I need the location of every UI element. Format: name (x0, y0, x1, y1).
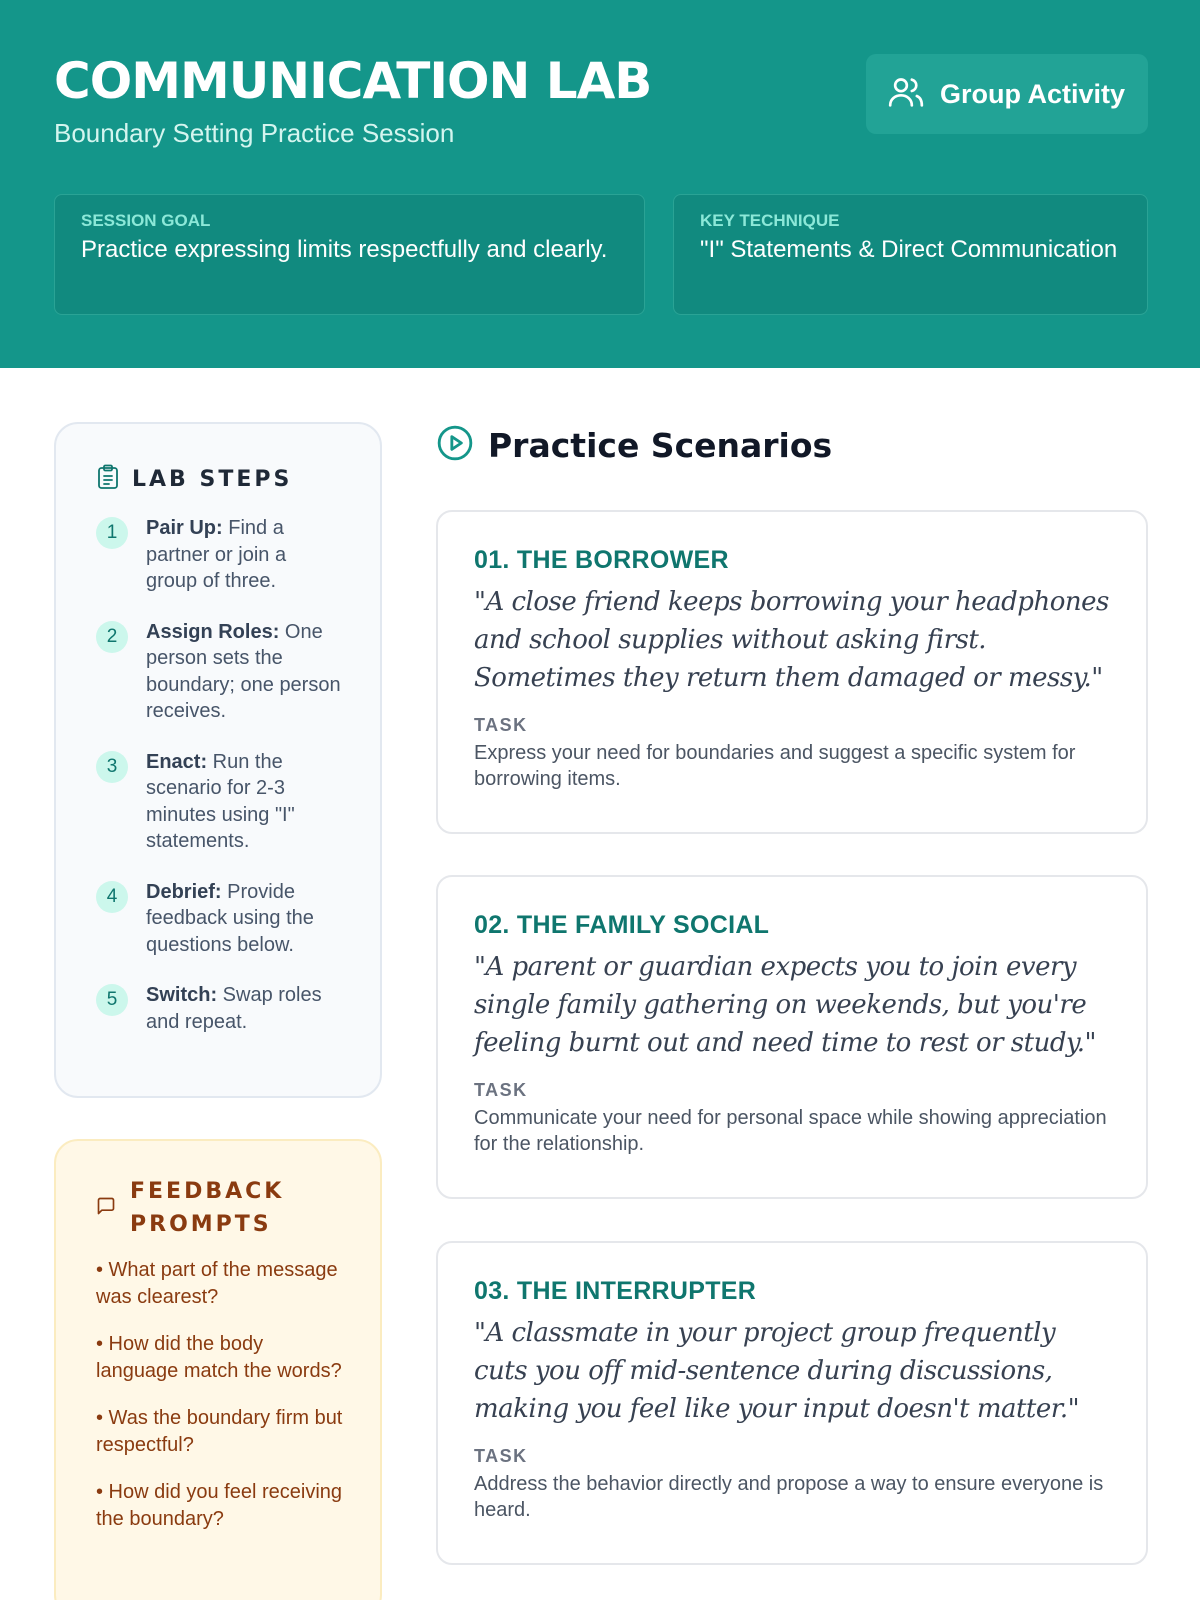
step-title: Assign Roles: (146, 620, 280, 643)
users-icon (886, 72, 926, 117)
step-number: 4 (96, 881, 128, 913)
feedback-prompts-panel (54, 1139, 382, 1600)
step-item (96, 879, 342, 959)
step-title: Enact: (146, 750, 208, 773)
header-banner (0, 0, 1200, 368)
task-label: TASK (474, 1446, 528, 1466)
scenario-title: 03. THE INTERRUPTER (474, 1277, 757, 1305)
lab-steps-panel (54, 422, 382, 1098)
practice-scenarios-header (436, 424, 832, 467)
feedback-heading: FEEDBACK PROMPTS (130, 1179, 285, 1237)
message-square-icon (96, 1196, 116, 1221)
group-activity-label: Group Activity (940, 78, 1126, 109)
scenario-quote: "A parent or guardian expects you to join every single family gathering on weekends, but you're feeling burnt out and need time to rest or study." (474, 952, 1096, 1058)
scenario-title: 01. THE BORROWER (474, 546, 729, 574)
page-subtitle: Boundary Setting Practice Session (54, 118, 455, 148)
step-text: One person sets the boundary; one person receives. (146, 620, 341, 722)
scenario-card (436, 1241, 1148, 1565)
session-goal-card (54, 194, 645, 315)
feedback-prompt: • How did the body language match the words? (96, 1333, 342, 1382)
step-number: 2 (96, 621, 128, 653)
feedback-prompt: • What part of the message was clearest? (96, 1259, 338, 1308)
key-technique-card (673, 194, 1148, 315)
session-goal-value: Practice expressing limits respectfully and clearly. (81, 236, 608, 263)
step-number: 1 (96, 517, 128, 549)
task-label: TASK (474, 715, 528, 735)
group-activity-badge (866, 54, 1148, 134)
play-circle-icon (436, 424, 474, 467)
feedback-prompt: • Was the boundary firm but respectful? (96, 1407, 343, 1456)
task-label: TASK (474, 1080, 528, 1100)
step-item (96, 515, 342, 595)
step-text: Provide feedback using the questions below. (146, 880, 314, 956)
key-technique-label: KEY TECHNIQUE (700, 211, 840, 230)
step-text: Find a partner or join a group of three. (146, 517, 287, 592)
feedback-prompt: • How did you feel receiving the boundary? (96, 1481, 343, 1530)
clipboard-icon (96, 464, 120, 495)
practice-scenarios-title: Practice Scenarios (488, 426, 833, 465)
step-number: 3 (96, 751, 128, 783)
scenario-quote: "A close friend keeps borrowing your headphones and school supplies without asking first. Sometimes they return them damaged or messy." (474, 587, 1109, 693)
step-item (96, 749, 342, 855)
lab-steps-heading: LAB STEPS (132, 467, 293, 492)
step-item (96, 619, 342, 725)
scenario-card (436, 875, 1148, 1199)
step-item (96, 982, 342, 1035)
step-title: Switch: (146, 984, 218, 1006)
step-title: Debrief: (146, 880, 222, 903)
scenario-quote: "A classmate in your project group frequently cuts you off mid-sentence during discussions, making you feel like your input doesn't matter." (474, 1318, 1080, 1424)
page-title: COMMUNICATION LAB (54, 52, 652, 110)
task-text: Express your need for boundaries and suggest a specific system for borrowing items. (474, 742, 1076, 790)
task-text: Address the behavior directly and propose a way to ensure everyone is heard. (474, 1473, 1104, 1521)
step-text: Swap roles and repeat. (146, 984, 322, 1033)
step-number: 5 (96, 984, 128, 1016)
step-title: Pair Up: (146, 517, 223, 539)
scenario-title: 02. THE FAMILY SOCIAL (474, 911, 770, 939)
scenario-card (436, 510, 1148, 834)
key-technique-value: "I" Statements & Direct Communication (700, 236, 1118, 263)
step-text: Run the scenario for 2-3 minutes using "I" statements. (146, 750, 295, 852)
session-goal-label: SESSION GOAL (81, 211, 211, 230)
task-text: Communicate your need for personal space while showing appreciation for the relationship. (474, 1107, 1107, 1155)
